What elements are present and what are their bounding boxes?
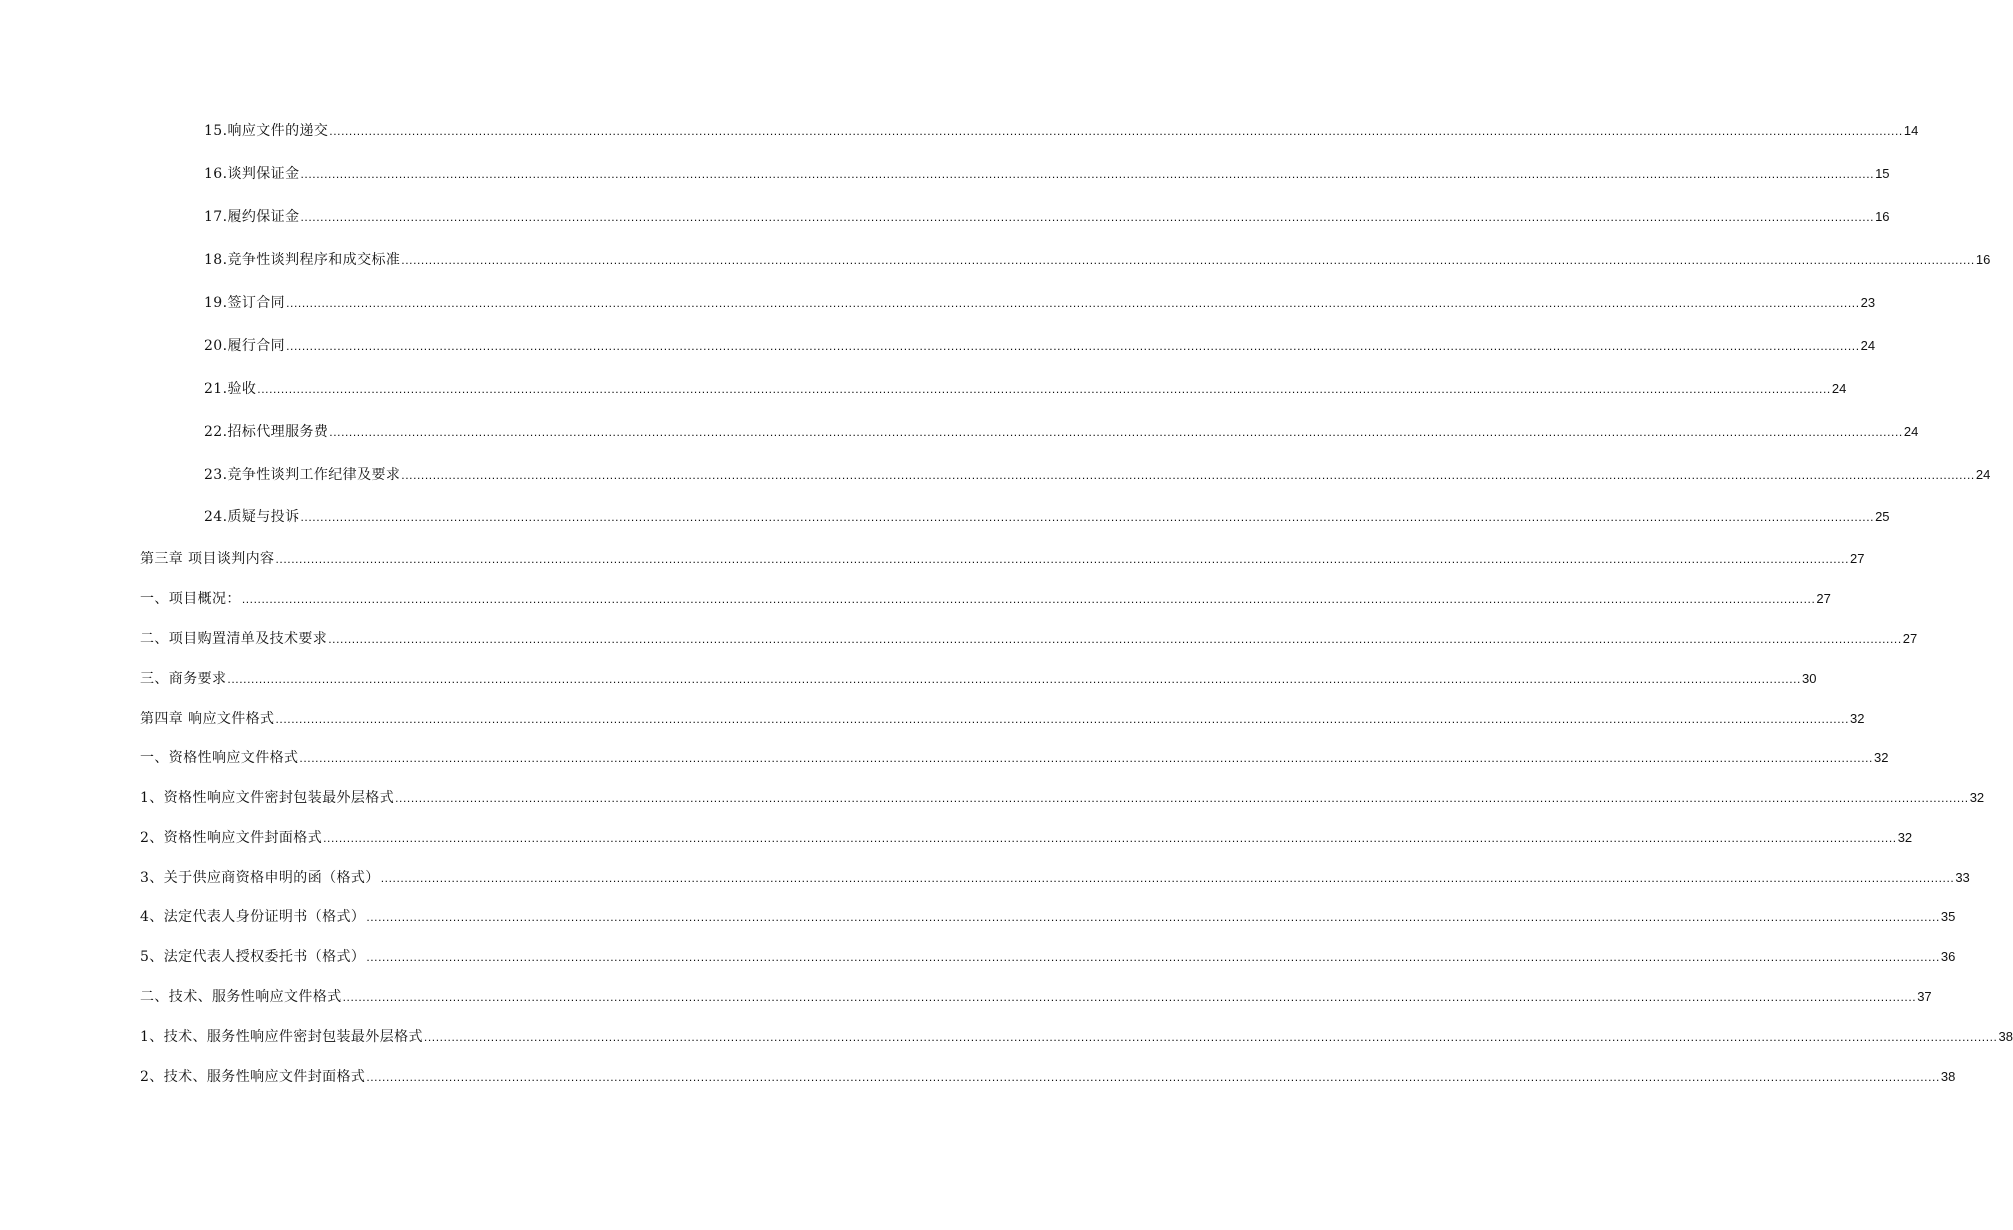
toc-entry-title: 1、技术、服务性响应件密封包装最外层格式: [140, 1029, 423, 1045]
toc-page-number: 25: [1875, 509, 1890, 524]
dot-leader: ................................................................................................................................................................................................................................................................................................................................................................................................................: [380, 871, 1955, 885]
dot-leader: ................................................................................................................................................................................................................................................................................................................................................................................................................: [286, 339, 1860, 353]
dot-leader: ................................................................................................................................................................................................................................................................................................................................................................................................................: [275, 552, 1850, 566]
dot-leader: ................................................................................................................................................................................................................................................................................................................................................................................................................: [300, 510, 1875, 524]
toc-page-number: 32: [1850, 711, 1865, 726]
toc-entry[interactable]: [140, 747, 1889, 769]
toc-entry[interactable]: [140, 946, 1956, 968]
toc-entry[interactable]: [204, 464, 1991, 486]
toc-entry-title: 24.质疑与投诉: [204, 509, 300, 525]
toc-entry-title: 2、资格性响应文件封面格式: [140, 830, 323, 846]
toc-entry[interactable]: [140, 906, 1956, 928]
toc-entry[interactable]: [204, 335, 1876, 357]
toc-entry[interactable]: [204, 292, 1876, 314]
toc-entry-title: 18.竞争性谈判程序和成交标准: [204, 252, 401, 268]
toc-page-number: 24: [1975, 467, 1991, 482]
dot-leader: ................................................................................................................................................................................................................................................................................................................................................................................................................: [329, 425, 1903, 439]
toc-page-number: 24: [1860, 338, 1876, 353]
toc-page-number: 15: [1875, 166, 1890, 181]
toc-page-number: 23: [1860, 295, 1876, 310]
toc-entry[interactable]: [140, 548, 1865, 570]
toc-page-number: 32: [1874, 750, 1889, 765]
toc-entry-title: 21.验收: [204, 381, 257, 397]
toc-entry-title: 22.招标代理服务费: [204, 424, 329, 440]
toc-entry[interactable]: [204, 421, 1919, 443]
toc-entry-title: 一、项目概况：: [140, 591, 241, 607]
toc-page-number: 33: [1955, 870, 1970, 885]
toc-entry-title: 第三章 项目谈判内容: [140, 551, 275, 567]
dot-leader: ................................................................................................................................................................................................................................................................................................................................................................................................................: [275, 712, 1850, 726]
toc-entry-title: 5、法定代表人授权委托书（格式）: [140, 949, 366, 965]
toc-entry-title: 19.签订合同: [204, 295, 286, 311]
toc-entry-title: 17.履约保证金: [204, 209, 300, 225]
toc-page-number: 27: [1902, 631, 1918, 646]
dot-leader: ................................................................................................................................................................................................................................................................................................................................................................................................................: [395, 791, 1969, 805]
toc-page-number: 36: [1940, 949, 1956, 964]
toc-entry[interactable]: [140, 867, 1970, 889]
toc-page-number: 37: [1917, 989, 1932, 1004]
toc-entry[interactable]: [204, 163, 1890, 185]
toc-entry-title: 3、关于供应商资格申明的函（格式）: [140, 870, 380, 886]
toc-entry[interactable]: [140, 1026, 2013, 1048]
toc-page-number: 27: [1850, 551, 1865, 566]
toc-entry-title: 一、资格性响应文件格式: [140, 750, 299, 766]
dot-leader: ................................................................................................................................................................................................................................................................................................................................................................................................................: [366, 1070, 1940, 1084]
toc-page-number: 14: [1903, 123, 1919, 138]
toc-page-number: 32: [1897, 830, 1913, 845]
toc-entry[interactable]: [204, 506, 1890, 528]
toc-entry-title: 第四章 响应文件格式: [140, 711, 275, 727]
toc-entry[interactable]: [140, 628, 1918, 650]
dot-leader: ................................................................................................................................................................................................................................................................................................................................................................................................................: [227, 672, 1801, 686]
toc-page-number: 24: [1831, 381, 1847, 396]
toc-entry-title: 2、技术、服务性响应文件封面格式: [140, 1069, 366, 1085]
toc-entry-title: 1、资格性响应文件密封包装最外层格式: [140, 790, 395, 806]
toc-page-number: 38: [1940, 1069, 1956, 1084]
dot-leader: ................................................................................................................................................................................................................................................................................................................................................................................................................: [323, 831, 1897, 845]
dot-leader: ................................................................................................................................................................................................................................................................................................................................................................................................................: [366, 950, 1940, 964]
toc-page-number: 16: [1975, 252, 1991, 267]
toc-entry[interactable]: [140, 588, 1831, 610]
dot-leader: ................................................................................................................................................................................................................................................................................................................................................................................................................: [300, 167, 1875, 181]
dot-leader: ................................................................................................................................................................................................................................................................................................................................................................................................................: [241, 592, 1816, 606]
dot-leader: ................................................................................................................................................................................................................................................................................................................................................................................................................: [286, 296, 1860, 310]
dot-leader: ................................................................................................................................................................................................................................................................................................................................................................................................................: [329, 124, 1903, 138]
toc-entry-title: 二、技术、服务性响应文件格式: [140, 989, 342, 1005]
toc-entry[interactable]: [140, 827, 1913, 849]
toc-entry-title: 15.响应文件的递交: [204, 123, 329, 139]
dot-leader: ................................................................................................................................................................................................................................................................................................................................................................................................................: [299, 751, 1873, 765]
dot-leader: ................................................................................................................................................................................................................................................................................................................................................................................................................: [401, 253, 1975, 267]
dot-leader: ................................................................................................................................................................................................................................................................................................................................................................................................................: [328, 632, 1902, 646]
dot-leader: ................................................................................................................................................................................................................................................................................................................................................................................................................: [423, 1030, 1998, 1044]
toc-entry[interactable]: [204, 120, 1919, 142]
dot-leader: ................................................................................................................................................................................................................................................................................................................................................................................................................: [366, 910, 1940, 924]
dot-leader: ................................................................................................................................................................................................................................................................................................................................................................................................................: [401, 468, 1975, 482]
toc-page-number: 38: [1998, 1029, 2013, 1044]
toc-entry[interactable]: [204, 249, 1991, 271]
toc-page-number: 16: [1875, 209, 1890, 224]
toc-entry[interactable]: [140, 986, 1932, 1008]
toc-entry[interactable]: [204, 378, 1847, 400]
toc-entry-title: 二、项目购置清单及技术要求: [140, 631, 328, 647]
toc-page-number: 24: [1903, 424, 1919, 439]
toc-entry-title: 16.谈判保证金: [204, 166, 300, 182]
toc-page-number: 30: [1802, 671, 1817, 686]
toc-entry[interactable]: [140, 787, 1985, 809]
toc-entry[interactable]: [140, 1066, 1956, 1088]
toc-page-number: 32: [1969, 790, 1985, 805]
toc-entry-title: 23.竞争性谈判工作纪律及要求: [204, 467, 401, 483]
toc-page-number: 35: [1940, 909, 1956, 924]
toc-entry[interactable]: [204, 206, 1890, 228]
dot-leader: ................................................................................................................................................................................................................................................................................................................................................................................................................: [300, 210, 1875, 224]
toc-page-number: 27: [1816, 591, 1831, 606]
dot-leader: ................................................................................................................................................................................................................................................................................................................................................................................................................: [257, 382, 1831, 396]
toc-entry-title: 三、商务要求: [140, 671, 227, 687]
toc-entry[interactable]: [140, 708, 1865, 730]
toc-entry-title: 20.履行合同: [204, 338, 286, 354]
toc-entry[interactable]: [140, 668, 1817, 690]
toc-entry-title: 4、法定代表人身份证明书（格式）: [140, 909, 366, 925]
dot-leader: ................................................................................................................................................................................................................................................................................................................................................................................................................: [342, 990, 1917, 1004]
